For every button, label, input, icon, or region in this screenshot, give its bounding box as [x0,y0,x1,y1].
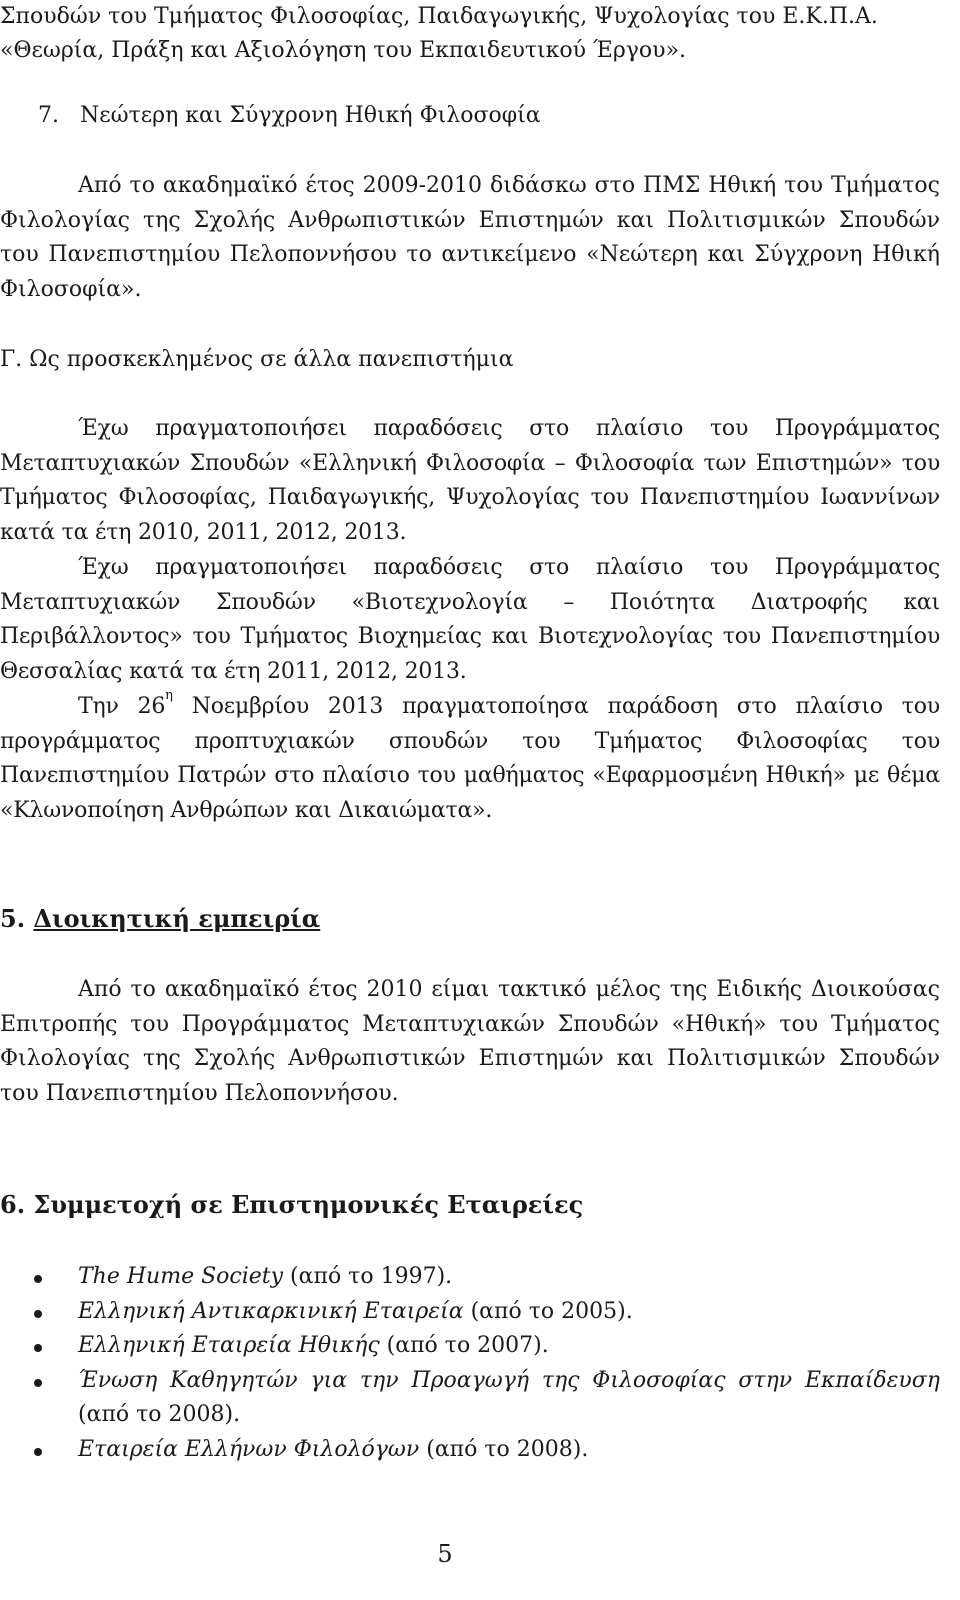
ordinal-superscript: η [165,688,173,703]
list-item [0,1433,940,1468]
section-g-paragraph-3 [0,690,940,828]
section-g-title: Γ. Ως προσκεκλημένος σε άλλα πανεπιστήμια [0,347,514,372]
item-7-title: Νεώτερη και Σύγχρονη Ηθική Φιλοσοφία [80,103,541,128]
society-year: (από το 2008). [78,1402,241,1428]
page-number: 5 [437,1540,453,1568]
item-7-number: 7. [38,103,59,128]
society-year: (από το 2008). [419,1436,589,1462]
section-g-paragraph-1: Έχω πραγματοποιήσει παραδόσεις στο πλαίσιο του Προγράμματος Μεταπτυχιακών Σπουδών «Ελληνική Φιλοσοφία – Φιλοσοφία των Επιστημών» του Τμήματος Φιλοσοφίας, Παιδαγωγικής, Ψυχολογίας του Πανεπιστημίου Ιωαννίνων κατά τα έτη 2010, 2011, 2012, 2013. [0,416,940,545]
section-5-number: 5. [0,904,26,933]
section-5-title: Διοικητική εμπειρία [33,904,321,933]
society-year: (από το 1997). [283,1264,453,1289]
society-name: Ελληνική Αντικαρκινική Εταιρεία [78,1298,464,1324]
list-item [0,1329,940,1364]
society-name: The Hume Society [78,1264,284,1289]
list-item [0,1364,940,1433]
society-year: (από το 2007). [379,1333,549,1359]
societies-list [0,1260,940,1468]
society-name: Ένωση Καθηγητών για την Προαγωγή της Φιλοσοφίας στην Εκπαίδευση [78,1367,940,1393]
section-6-title: 6. Συμμετοχή σε Επιστημονικές Εταιρείες [0,1190,584,1219]
section-5-heading [0,902,320,936]
society-name: Εταιρεία Ελλήνων Φιλολόγων [78,1436,420,1462]
paragraph-3-rest: Νοεμβρίου 2013 πραγματοποίησα παράδοση στο πλαίσιο του προγράμματος προπτυχιακών σπουδών του Τμήματος Φιλοσοφίας του Πανεπιστημίου Πατρών στο πλαίσιο του μαθήματος «Εφαρμοσμένη Ηθική» με θέμα «Κλωνοποίηση Ανθρώπων και Δικαιώματα». [0,694,940,823]
society-year: (από το 2005). [463,1298,633,1324]
list-item [0,1295,940,1330]
list-item [0,1260,940,1295]
intro-line-1: Σπουδών του Τμήματος Φιλοσοφίας, Παιδαγωγικής, Ψυχολογίας του Ε.Κ.Π.Α. [0,4,878,29]
paragraph-3-start: Την 26 [78,694,166,719]
item-7-paragraph: Από το ακαδημαϊκό έτος 2009-2010 διδάσκω στο ΠΜΣ Ηθική του Τμήματος Φιλολογίας της Σχολής Ανθρωπιστικών Επιστημών και Πολιτισμικών Σπουδών του Πανεπιστημίου Πελοποννήσου το αντικείμενο «Νεώτερη και Σύγχρονη Ηθική Φιλοσοφία». [0,173,940,302]
section-g-paragraph-2: Έχω πραγματοποιήσει παραδόσεις στο πλαίσιο του Προγράμματος Μεταπτυχιακών Σπουδών «Βιοτεχνολογία – Ποιότητα Διατροφής και Περιβάλλοντος» του Τμήματος Βιοχημείας και Βιοτεχνολογίας του Πανεπιστημίου Θεσσαλίας κατά τα έτη 2011, 2012, 2013. [0,555,940,684]
section-5-paragraph: Από το ακαδημαϊκό έτος 2010 είμαι τακτικό μέλος της Ειδικής Διοικούσας Επιτροπής του Προγράμματος Μεταπτυχιακών Σπουδών «Ηθική» του Τμήματος Φιλολογίας της Σχολής Ανθρωπιστικών Επιστημών και Πολιτισμικών Σπουδών του Πανεπιστημίου Πελοποννήσου. [0,977,940,1106]
intro-line-2: «Θεωρία, Πράξη και Αξιολόγηση του Εκπαιδευτικού Έργου». [0,38,686,63]
item-7-heading [38,99,960,133]
society-name: Ελληνική Εταιρεία Ηθικής [78,1333,380,1359]
